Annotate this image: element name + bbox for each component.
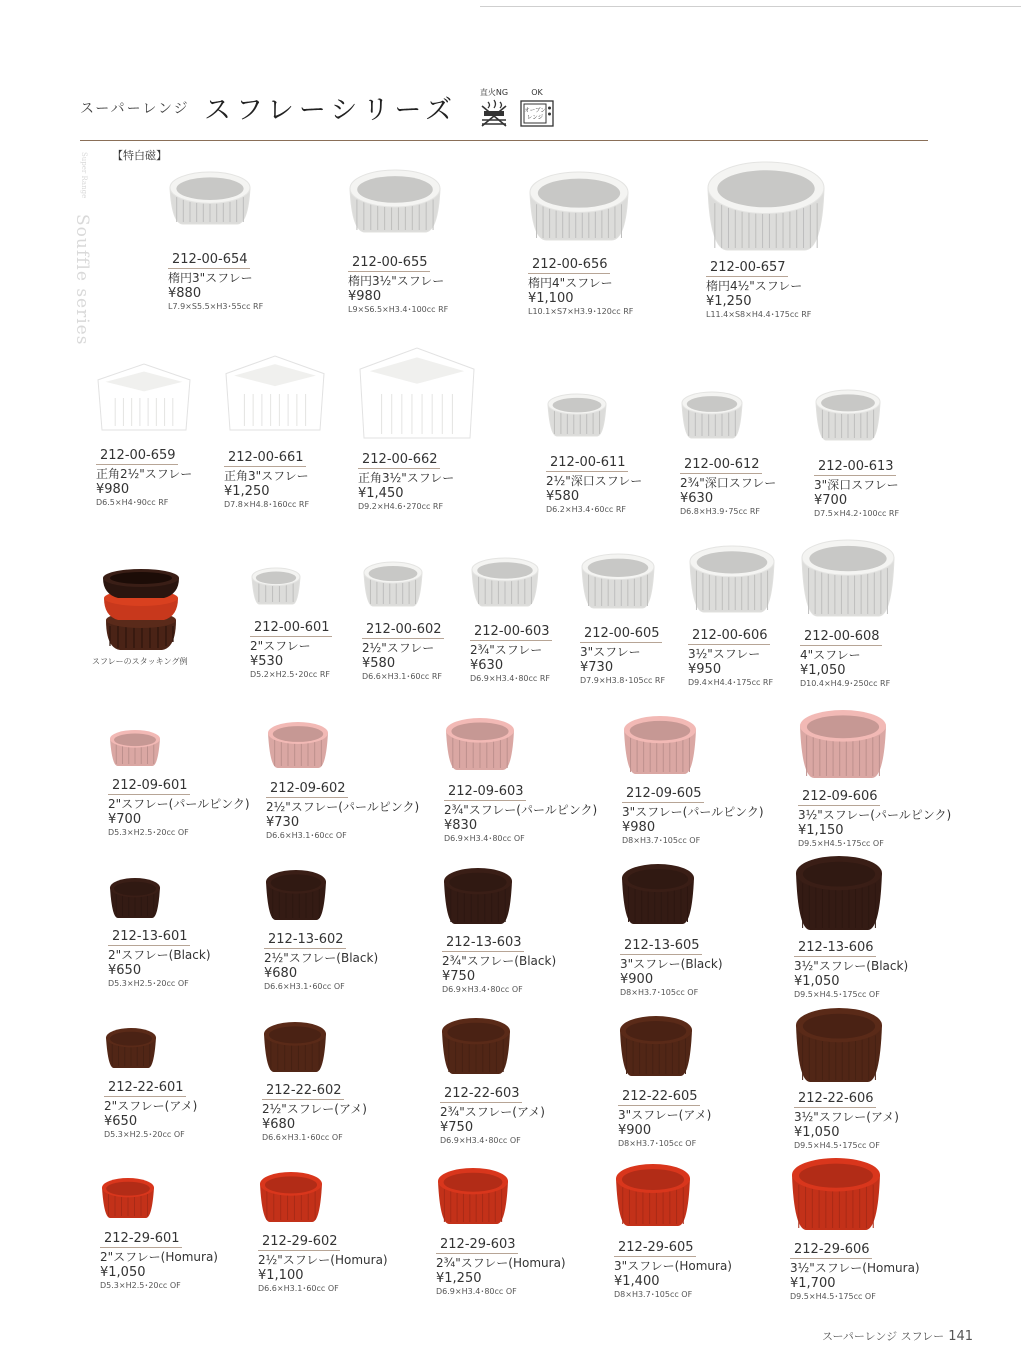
product-name: 2¾"スフレー(パールピンク) — [444, 803, 598, 817]
product-price: ¥580 — [362, 656, 396, 671]
product-price: ¥1,700 — [790, 1276, 836, 1291]
product-name: 正角3"スフレー — [224, 469, 309, 483]
product-info — [262, 1079, 367, 1144]
product-spec: D6.6×H3.1･60cc OF — [266, 831, 347, 840]
product-code: 212-13-603 — [442, 935, 524, 952]
product-code: 212-00-656 — [528, 257, 610, 274]
product-name: 2¾"スフレー(アメ) — [440, 1105, 545, 1119]
product-name: 2"スフレー(Black) — [108, 948, 211, 962]
product-price: ¥680 — [262, 1117, 296, 1132]
product-price: ¥1,050 — [794, 974, 840, 989]
footer-label: スーパーレンジ スフレー — [822, 1330, 945, 1343]
product-code: 212-09-602 — [266, 781, 348, 798]
product-price: ¥900 — [618, 1123, 652, 1138]
product-spec: D6.9×H3.4･80cc OF — [436, 1287, 517, 1296]
product-code: 212-22-602 — [262, 1083, 344, 1100]
souffle-dish-image — [264, 868, 328, 926]
product-info — [108, 925, 211, 990]
product-spec: L7.9×S5.5×H3･55cc RF — [168, 302, 264, 311]
souffle-dish-image — [250, 566, 302, 610]
souffle-dish-image — [440, 1016, 512, 1080]
product-info — [620, 934, 723, 999]
product-price: ¥1,250 — [436, 1271, 482, 1286]
product-name: 2¾"スフレー — [470, 643, 543, 657]
product-price: ¥950 — [688, 662, 722, 677]
product-code: 212-00-661 — [224, 450, 306, 467]
product-price: ¥1,050 — [100, 1265, 146, 1280]
souffle-dish-image — [96, 362, 192, 438]
product-info — [680, 453, 776, 518]
product-spec: L10.1×S7×H3.9･120cc RF — [528, 307, 634, 316]
product-name: 楕円3½"スフレー — [348, 274, 445, 288]
product-spec: D5.3×H2.5･20cc OF — [104, 1130, 185, 1139]
product-spec: D9.5×H4.5･175cc OF — [794, 990, 880, 999]
product-info — [444, 780, 597, 845]
product-info — [618, 1085, 711, 1150]
product-price: ¥730 — [266, 815, 300, 830]
product-spec: D6.5×H4･90cc RF — [96, 498, 169, 507]
product-info — [100, 1227, 218, 1292]
product-info — [614, 1236, 732, 1301]
souffle-dish-image — [108, 876, 162, 924]
product-price: ¥650 — [108, 963, 142, 978]
product-price: ¥580 — [546, 489, 580, 504]
product-name: 楕円4"スフレー — [528, 276, 613, 290]
souffle-dish-image — [104, 1026, 158, 1074]
souffle-dish-image — [258, 1170, 324, 1228]
souffle-dish-image — [706, 160, 826, 256]
product-info — [266, 777, 419, 842]
souffle-dish-image — [358, 346, 476, 446]
product-info — [104, 1076, 197, 1141]
souffle-dish-image — [622, 714, 698, 780]
product-code: 212-00-611 — [546, 455, 628, 472]
souffle-dish-image — [614, 1162, 692, 1232]
product-code: 212-13-605 — [620, 938, 702, 955]
page-title: スフレーシリーズ — [204, 95, 458, 126]
souffle-dish-image — [814, 388, 882, 446]
souffle-dish-image — [620, 862, 696, 930]
product-code: 212-09-603 — [444, 784, 526, 801]
product-info — [358, 448, 454, 513]
product-info — [794, 1087, 899, 1152]
product-code: 212-00-605 — [580, 626, 662, 643]
product-price: ¥680 — [264, 966, 298, 981]
product-spec: D6.9×H3.4･80cc OF — [444, 834, 525, 843]
product-name: 3"深口スフレー — [814, 478, 899, 492]
product-code: 212-22-606 — [794, 1091, 876, 1108]
souffle-dish-image — [168, 170, 252, 230]
product-name: 3"スフレー(Homura) — [614, 1259, 732, 1273]
product-info — [362, 618, 444, 683]
product-price: ¥530 — [250, 654, 284, 669]
product-code: 212-00-602 — [362, 622, 444, 639]
product-price: ¥1,250 — [224, 484, 270, 499]
product-name: 3"スフレー(パールピンク) — [622, 805, 764, 819]
product-name: 2½"スフレー(パールピンク) — [266, 800, 420, 814]
product-spec: D9.5×H4.5･175cc OF — [798, 839, 884, 848]
product-spec: D7.9×H3.8･105cc RF — [580, 676, 666, 685]
product-code: 212-09-606 — [798, 789, 880, 806]
product-code: 212-00-603 — [470, 624, 552, 641]
product-price: ¥1,400 — [614, 1274, 660, 1289]
product-name: 2½"スフレー(アメ) — [262, 1102, 367, 1116]
product-name: 3½"スフレー(Black) — [794, 959, 909, 973]
product-info — [470, 620, 552, 685]
souffle-dish-image — [618, 1014, 694, 1082]
product-info — [250, 616, 332, 681]
product-price: ¥1,250 — [706, 294, 752, 309]
product-code: 212-00-655 — [348, 255, 430, 272]
product-price: ¥1,050 — [794, 1125, 840, 1140]
product-code: 212-29-603 — [436, 1237, 518, 1254]
product-code: 212-22-601 — [104, 1080, 186, 1097]
souffle-dish-image — [546, 392, 608, 442]
product-spec: L11.4×S8×H4.4･175cc RF — [706, 310, 812, 319]
product-name: 2½"スフレー(Black) — [264, 951, 379, 965]
product-spec: D6.6×H3.1･60cc OF — [258, 1284, 339, 1293]
product-spec: D6.9×H3.4･80cc OF — [442, 985, 523, 994]
product-info — [790, 1238, 920, 1303]
vertical-series-label — [74, 152, 98, 352]
product-name: 2½"深口スフレー — [546, 474, 643, 488]
product-spec: D6.6×H3.1･60cc RF — [362, 672, 443, 681]
product-spec: D10.4×H4.9･250cc RF — [800, 679, 891, 688]
product-name: 2"スフレー — [250, 639, 311, 653]
no-direct-fire-icon: 直火NG — [478, 88, 510, 132]
product-code: 212-13-606 — [794, 940, 876, 957]
product-spec: D5.3×H2.5･20cc OF — [108, 828, 189, 837]
product-name: 正角3½"スフレー — [358, 471, 455, 485]
product-name: 正角2½"スフレー — [96, 467, 193, 481]
product-code: 212-29-601 — [100, 1231, 182, 1248]
product-name: 3½"スフレー(アメ) — [794, 1110, 899, 1124]
vertical-label-large: Souffle series — [72, 214, 92, 346]
product-price: ¥750 — [442, 969, 476, 984]
product-spec: D7.8×H4.8･160cc RF — [224, 500, 310, 509]
souffle-dish-image — [794, 1006, 884, 1088]
product-name: 2"スフレー(Homura) — [100, 1250, 218, 1264]
product-code: 212-29-606 — [790, 1242, 872, 1259]
souffle-dish-image — [436, 1166, 510, 1230]
product-name: 3"スフレー(アメ) — [618, 1108, 712, 1122]
top-divider — [480, 6, 1021, 7]
product-price: ¥900 — [620, 972, 654, 987]
product-info — [580, 622, 665, 687]
product-info — [258, 1230, 388, 1295]
stacking-caption: スフレーのスタッキング例 — [92, 657, 188, 666]
souffle-dish-image — [100, 1176, 156, 1224]
product-info — [798, 785, 951, 850]
page-footer — [822, 1328, 973, 1344]
product-price: ¥830 — [444, 818, 478, 833]
product-code: 212-29-602 — [258, 1234, 340, 1251]
souffle-dish-image — [362, 560, 424, 612]
product-name: 楕円4½"スフレー — [706, 279, 803, 293]
product-price: ¥1,450 — [358, 486, 404, 501]
product-name: 4"スフレー — [800, 648, 861, 662]
product-spec: D9.2×H4.6･270cc RF — [358, 502, 444, 511]
product-info — [96, 444, 192, 509]
product-name: 3"スフレー — [580, 645, 641, 659]
product-price: ¥1,150 — [798, 823, 844, 838]
product-price: ¥1,100 — [258, 1268, 304, 1283]
product-code: 212-22-603 — [440, 1086, 522, 1103]
product-name: 2¾"スフレー(Homura) — [436, 1256, 566, 1270]
product-spec: D7.5×H4.2･100cc RF — [814, 509, 900, 518]
product-info — [224, 446, 309, 511]
product-code: 212-22-605 — [618, 1089, 700, 1106]
product-spec: D8×H3.7･105cc OF — [622, 836, 701, 845]
product-spec: D9.4×H4.4･175cc RF — [688, 678, 774, 687]
product-price: ¥1,050 — [800, 663, 846, 678]
product-info — [800, 625, 890, 690]
product-info — [348, 251, 448, 316]
product-code: 212-00-657 — [706, 260, 788, 277]
product-name: 2"スフレー(アメ) — [104, 1099, 198, 1113]
souffle-dish-image — [444, 716, 516, 776]
product-spec: D5.3×H2.5･20cc OF — [100, 1281, 181, 1290]
product-name: 3"スフレー(Black) — [620, 957, 723, 971]
product-price: ¥980 — [96, 482, 130, 497]
product-info — [688, 624, 773, 689]
product-name: 2¾"スフレー(Black) — [442, 954, 557, 968]
product-info — [264, 928, 378, 993]
product-info — [546, 451, 642, 516]
product-code: 212-29-605 — [614, 1240, 696, 1257]
range-text: レンジ — [526, 115, 544, 121]
product-info — [442, 931, 556, 996]
product-spec: D5.2×H2.5･20cc RF — [250, 670, 331, 679]
product-price: ¥630 — [680, 491, 714, 506]
souffle-dish-image — [794, 854, 884, 936]
product-price: ¥880 — [168, 286, 202, 301]
souffle-dish-image — [266, 720, 330, 774]
product-info — [440, 1082, 545, 1147]
stacking-example-image — [100, 566, 182, 656]
product-name: 3½"スフレー — [688, 647, 761, 661]
product-spec: L9×S6.5×H3.4･100cc RF — [348, 305, 449, 314]
product-code: 212-13-601 — [108, 929, 190, 946]
souffle-dish-image — [680, 390, 744, 444]
product-spec: D8×H3.7･105cc OF — [614, 1290, 693, 1299]
product-code: 212-00-659 — [96, 448, 178, 465]
product-code: 212-00-654 — [168, 252, 250, 269]
product-price: ¥630 — [470, 658, 504, 673]
oven-range-ok-icon: OK オーブン レンジ — [520, 88, 554, 132]
product-info — [814, 455, 899, 520]
page-number: 141 — [948, 1329, 974, 1344]
oven-text: オーブン — [524, 108, 546, 114]
product-code: 212-00-612 — [680, 457, 762, 474]
product-code: 212-13-602 — [264, 932, 346, 949]
product-price: ¥750 — [440, 1120, 474, 1135]
product-info — [528, 253, 633, 318]
product-price: ¥700 — [108, 812, 142, 827]
product-spec: D9.5×H4.5･175cc OF — [794, 1141, 880, 1150]
product-price: ¥730 — [580, 660, 614, 675]
product-name: 3½"スフレー(Homura) — [790, 1261, 920, 1275]
souffle-dish-image — [798, 708, 888, 784]
product-code: 212-00-662 — [358, 452, 440, 469]
souffle-dish-image — [688, 544, 776, 618]
series-subtitle: スーパーレンジ — [80, 101, 190, 117]
product-code: 212-09-605 — [622, 786, 704, 803]
product-code: 212-09-601 — [108, 778, 190, 795]
product-name: 楕円3"スフレー — [168, 271, 253, 285]
souffle-dish-image — [224, 354, 326, 438]
page-header — [80, 88, 928, 144]
product-code: 212-00-608 — [800, 629, 882, 646]
souffle-dish-image — [470, 556, 540, 612]
product-name: 2¾"深口スフレー — [680, 476, 777, 490]
product-spec: D6.9×H3.4･80cc OF — [440, 1136, 521, 1145]
product-spec: D6.8×H3.9･75cc RF — [680, 507, 761, 516]
product-info — [622, 782, 764, 847]
product-spec: D9.5×H4.5･175cc OF — [790, 1292, 876, 1301]
product-code: 212-00-613 — [814, 459, 896, 476]
product-name: 2½"スフレー — [362, 641, 435, 655]
category-tag: 【特白磁】 — [112, 149, 167, 162]
product-price: ¥1,100 — [528, 291, 574, 306]
product-spec: D8×H3.7･105cc OF — [618, 1139, 697, 1148]
product-info — [168, 248, 263, 313]
souffle-dish-image — [348, 168, 442, 238]
souffle-dish-image — [108, 728, 162, 772]
souffle-dish-image — [262, 1020, 328, 1078]
product-info — [794, 936, 908, 1001]
product-code: 212-00-606 — [688, 628, 770, 645]
product-info — [108, 774, 250, 839]
product-info — [706, 256, 811, 321]
product-info — [436, 1233, 566, 1298]
product-name: 2"スフレー(パールピンク) — [108, 797, 250, 811]
souffle-dish-image — [790, 1156, 882, 1236]
souffle-dish-image — [442, 866, 514, 930]
product-spec: D6.2×H3.4･60cc RF — [546, 505, 627, 514]
product-price: ¥650 — [104, 1114, 138, 1129]
product-spec: D6.6×H3.1･60cc OF — [262, 1133, 343, 1142]
product-price: ¥980 — [348, 289, 382, 304]
product-spec: D6.9×H3.4･80cc RF — [470, 674, 551, 683]
product-spec: D8×H3.7･105cc OF — [620, 988, 699, 997]
souffle-dish-image — [528, 170, 630, 246]
product-name: 3½"スフレー(パールピンク) — [798, 808, 952, 822]
product-price: ¥980 — [622, 820, 656, 835]
product-code: 212-00-601 — [250, 620, 332, 637]
souffle-dish-image — [800, 538, 896, 622]
header-rule — [80, 140, 928, 141]
product-spec: D6.6×H3.1･60cc OF — [264, 982, 345, 991]
vertical-label-small: Super Range — [80, 152, 88, 199]
product-price: ¥700 — [814, 493, 848, 508]
product-name: 2½"スフレー(Homura) — [258, 1253, 388, 1267]
product-spec: D5.3×H2.5･20cc OF — [108, 979, 189, 988]
souffle-dish-image — [580, 552, 656, 614]
